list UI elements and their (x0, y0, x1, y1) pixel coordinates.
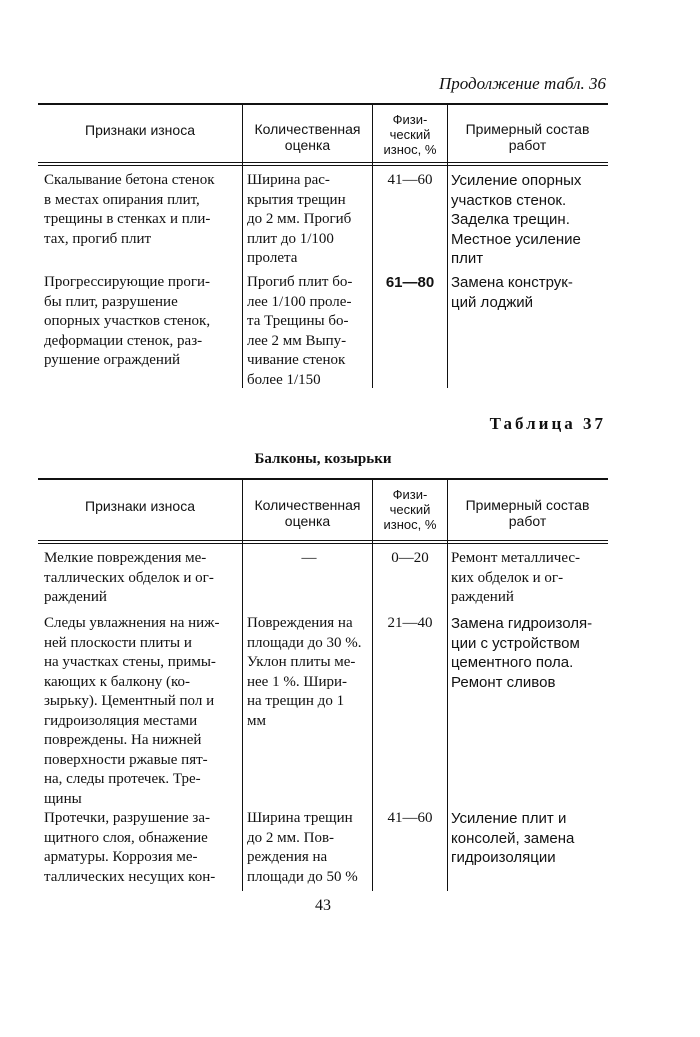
table37-row3-assessment: Ширина трещин до 2 мм. Пов- реждения на площади до 50 % (247, 810, 358, 885)
table36-row2-signs: Прогрессирующие проги- бы плит, разрушение опорных участков стенок, деформации стенок, раз- рушение ограждений (44, 274, 211, 368)
table36-row2-works: Замена конструк- ций лоджий (451, 274, 573, 311)
page-number: 43 (315, 897, 331, 914)
table37-header-wear: Физи- ческий износ, % (383, 487, 437, 532)
table37-divider-1 (242, 479, 243, 891)
table36-header-signs: Признаки износа (85, 122, 195, 138)
table37-number: Таблица 37 (489, 414, 606, 433)
table36-divider-3 (447, 104, 448, 388)
table37-divider-2 (372, 479, 373, 891)
table37-header-rule (38, 540, 608, 541)
table37-row1-signs: Мелкие повреждения ме- таллических обделок и ог- раждений (44, 550, 214, 605)
table36-row1-assessment: Ширина рас- крытия трещин до 2 мм. Прогиб плит до 1/100 пролета (247, 172, 352, 266)
table36-row1-works: Усиление опорных участков стенок. Заделка трещин. Местное усиление плит (451, 172, 582, 267)
table37-row1-works: Ремонт металличес- ких обделок и ог- раждений (451, 550, 581, 605)
table36-header-assessment: Количественная оценка (254, 121, 361, 153)
continuation-title: Продолжение табл. 36 (438, 74, 606, 93)
table37-row3-wear: 41—60 (387, 810, 433, 826)
table37-row1-wear: 0—20 (391, 550, 429, 566)
table37-row2-works: Замена гидроизоля- ции с устройством цементного пола. Ремонт сливов (451, 615, 593, 691)
table36-row1-signs: Скалывание бетона стенок в местах опирания плит, трещины в стенках и пли- тах, прогиб плит (44, 172, 215, 247)
table36-header-rule (38, 162, 608, 163)
table37-row3-signs: Протечки, разрушение за- щитного слоя, обнажение арматуры. Коррозия ме- таллических несущих кон- (44, 810, 216, 885)
table37-row3-works: Усиление плит и консолей, замена гидроизоляции (451, 810, 575, 866)
table37-header-rule-2 (38, 543, 608, 544)
table37-row2-signs: Следы увлажнения на ниж- ней плоскости плиты и на участках стены, примы- кающих к балкону (ко- зырьку). Цементный пол и гидроизоляция местами повреждены. На нижней поверхности ржавые пят- на, следы протечек. Тре- щины (44, 615, 220, 807)
table36-row2-assessment: Прогиб плит бо- лее 1/100 проле- та Трещины бо- лее 2 мм Выпу- чивание стенок более 1/150 (247, 274, 353, 388)
table37-header-assessment: Количественная оценка (254, 497, 361, 529)
table37-title: Балконы, козырьки (254, 451, 392, 467)
table37-header-works: Примерный состав работ (465, 497, 590, 529)
table36-row2-wear: 61—80 (385, 274, 435, 291)
table37-divider-3 (447, 479, 448, 891)
table36-header-rule-2 (38, 165, 608, 166)
table37-header-signs: Признаки износа (85, 498, 195, 514)
table36-row1-wear: 41—60 (387, 172, 433, 188)
table36-divider-1 (242, 104, 243, 388)
table37-top-rule (38, 478, 608, 480)
table36-header-wear: Физи- ческий износ, % (383, 112, 437, 157)
table36-top-rule (38, 103, 608, 105)
table37-row2-wear: 21—40 (387, 615, 433, 631)
table37-row2-assessment: Повреждения на площади до 30 %. Уклон плиты ме- нее 1 %. Шири- на трещин до 1 мм (247, 615, 362, 729)
table36-header-works: Примерный состав работ (465, 121, 590, 153)
table37-row1-assessment: — (301, 550, 317, 566)
